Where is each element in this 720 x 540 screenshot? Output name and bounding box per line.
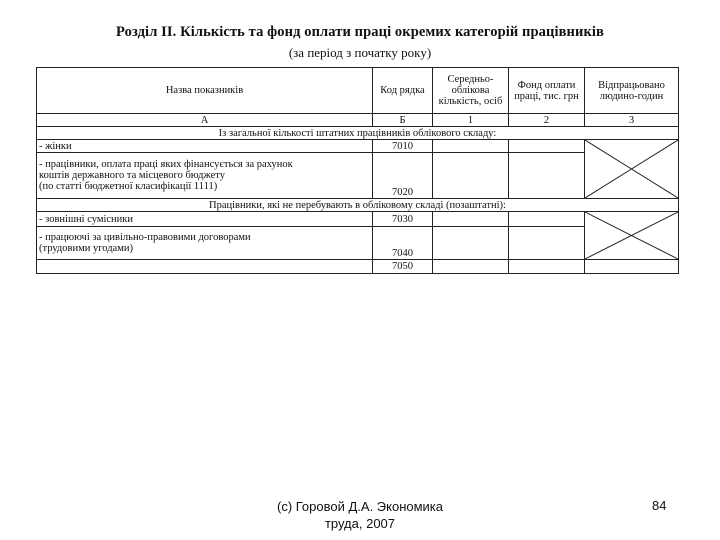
page-number: 84	[652, 498, 667, 513]
row-7020-label	[37, 153, 373, 199]
row-7010-code: 7010	[373, 140, 433, 153]
column-letters-row	[37, 114, 679, 127]
section-staff-heading: Із загальної кількості штатних працівників облікового складу:	[37, 127, 679, 140]
letter-name: А	[37, 114, 373, 127]
row-7040-label	[37, 227, 373, 260]
row-7040-code: 7040	[373, 227, 433, 260]
letter-col1: 1	[433, 114, 509, 127]
table-row-7030	[37, 212, 679, 227]
row-7030-label: - зовнішні сумісники	[37, 212, 373, 227]
header-code: Код рядка	[373, 68, 433, 114]
letter-col3: 3	[585, 114, 679, 127]
row-7030-col2-cell[interactable]	[509, 212, 585, 227]
row-7040-label-line2: (трудовими угодами)	[39, 243, 133, 254]
row-7010-col1-cell[interactable]	[433, 140, 509, 153]
cross-out-mark	[585, 212, 678, 259]
row-7010-col2-cell[interactable]	[509, 140, 585, 153]
row-7020-label-line2: коштів державного та місцевого бюджету	[39, 170, 225, 181]
row-7040-col1-cell[interactable]	[433, 227, 509, 260]
page-subtitle: (за період з початку року)	[288, 45, 432, 60]
row-7050-label	[37, 260, 373, 274]
row-7030-code: 7030	[373, 212, 433, 227]
row-7020-label-line1: - працівники, оплата праці яких фінансується за рахунок	[39, 159, 293, 170]
table-row-7040	[37, 227, 679, 260]
row-7050-col1-cell[interactable]	[433, 260, 509, 274]
row-7020-label-line3: (по статті бюджетної класифікації 1111)	[39, 181, 218, 192]
row-7020-code: 7020	[373, 153, 433, 199]
row-7020-col1-cell[interactable]	[433, 153, 509, 199]
row-7050-col3-cell[interactable]	[585, 260, 679, 274]
table-row-7010	[37, 140, 679, 153]
letter-code: Б	[373, 114, 433, 127]
footer-credit-line1: (с) Горовой Д.А. Экономика	[276, 499, 444, 514]
section-heading-row	[37, 127, 679, 140]
row-7030-col1-cell[interactable]	[433, 212, 509, 227]
footer-credit-line2: труда, 2007	[324, 516, 396, 531]
header-name: Назва показників	[37, 68, 373, 114]
header-col1: Середньо-облікова кількість, осіб	[433, 68, 509, 114]
crossed-out-cell	[585, 212, 679, 260]
row-7050-col2-cell[interactable]	[509, 260, 585, 274]
header-row	[37, 68, 679, 114]
row-7020-col2-cell[interactable]	[509, 153, 585, 199]
cross-out-mark	[585, 140, 678, 198]
section-heading-row	[37, 199, 679, 212]
header-col3: Відпрацьовано людино-годин	[585, 68, 679, 114]
section-freelance-heading: Працівники, які не перебувають в обліковому складі (позаштатні):	[37, 199, 679, 212]
row-7050-code: 7050	[373, 260, 433, 274]
crossed-out-cell	[585, 140, 679, 199]
row-7040-col2-cell[interactable]	[509, 227, 585, 260]
page-title: Розділ ІІ. Кількість та фонд оплати праці окремих категорій працівників	[116, 24, 604, 40]
row-7010-label: - жінки	[37, 140, 373, 153]
letter-col2: 2	[509, 114, 585, 127]
table-row-7050	[37, 260, 679, 274]
row-7040-label-line1: - працюючі за цивільно-правовими договорами	[39, 232, 251, 243]
staff-categories-table	[36, 67, 679, 274]
header-col2: Фонд оплати праці, тис. грн	[509, 68, 585, 114]
table-row-7020	[37, 153, 679, 199]
footer-credit	[240, 498, 480, 532]
